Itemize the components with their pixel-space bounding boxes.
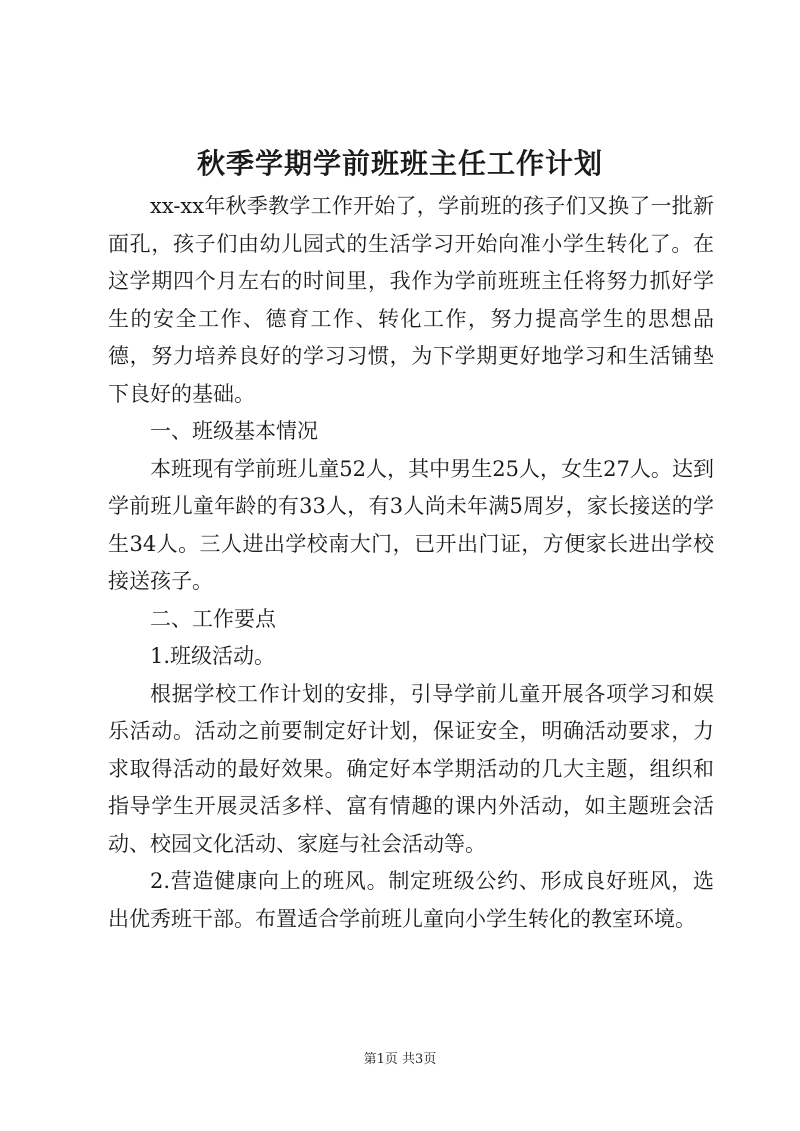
class-info-paragraph: 本班现有学前班儿童52人，其中男生25人，女生27人。达到学前班儿童年龄的有33人，有3人尚未年满5周岁，家长接送的学生34人。三人进出学校南大门，已开出门证，方便家长进出学校接送孩子。 [108, 456, 714, 593]
page-number-footer: 第1页 共3页 [363, 1052, 437, 1067]
document-title: 秋季学期学前班班主任工作计划 [196, 147, 603, 180]
subheading-class-activities: 1.班级活动。 [150, 644, 276, 668]
section-heading-class-info: 一、班级基本情况 [150, 419, 318, 443]
section-heading-work-points: 二、工作要点 [150, 606, 276, 631]
class-activities-paragraph: 根据学校工作计划的安排，引导学前儿童开展各项学习和娱乐活动。活动之前要制定好计划，保证安全，明确活动要求，力求取得活动的最好效果。确定好本学期活动的几大主题，组织和指导学生开展灵活多样、富有情趣的课内外活动，如主题班会活动、校园文化活动、家庭与社会活动等。 [108, 681, 714, 856]
intro-paragraph: xx-xx年秋季教学工作开始了，学前班的孩子们又换了一批新面孔，孩子们由幼儿园式的生活学习开始向准小学生转化了。在这学期四个月左右的时间里，我作为学前班班主任将努力抓好学生的安全工作、德育工作、转化工作，努力提高学生的思想品德，努力培养良好的学习习惯，为下学期更好地学习和生活铺垫下良好的基础。 [108, 194, 714, 406]
document-body [108, 188, 714, 938]
class-atmosphere-paragraph: 2.营造健康向上的班风。制定班级公约、形成良好班风，选出优秀班干部。布置适合学前班儿童向小学生转化的教室环境。 [108, 869, 714, 931]
